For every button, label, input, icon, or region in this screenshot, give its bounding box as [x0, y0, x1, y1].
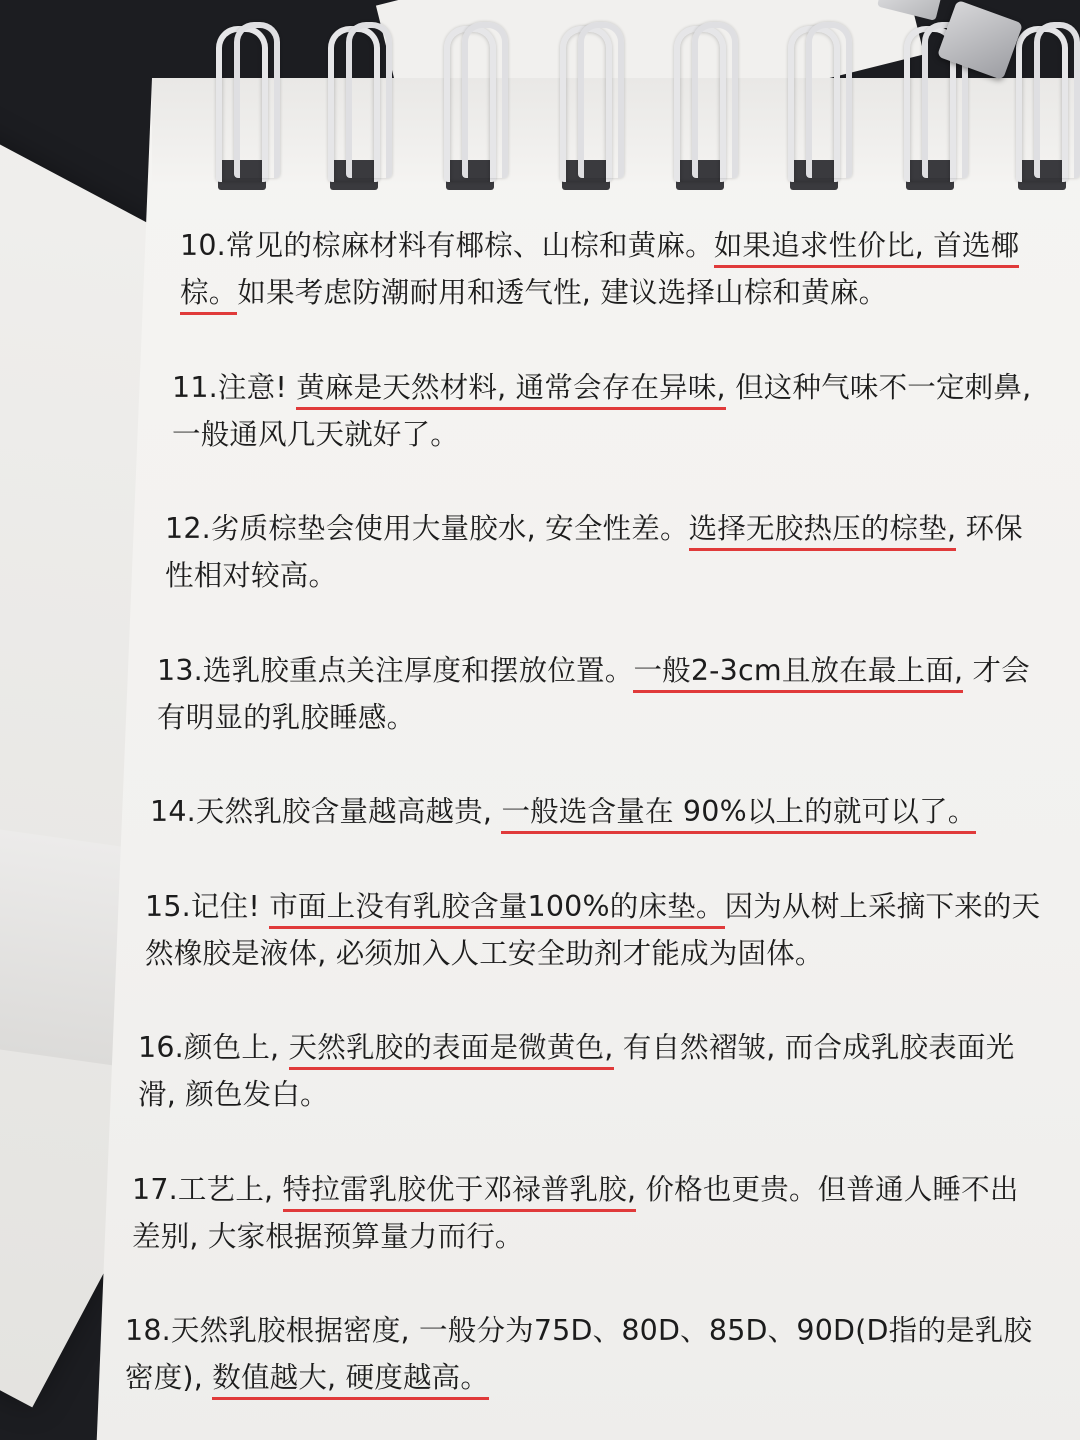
spiral-ring	[210, 20, 272, 190]
tip-paragraph	[150, 788, 1045, 835]
tip-text: 环保性相对较高。	[165, 512, 1023, 592]
underlined-highlight-text: 黄麻是天然材料, 通常会存在异味,	[296, 371, 726, 410]
tip-text: 14.天然乳胶含量越高越贵,	[150, 795, 502, 828]
spiral-ring	[1010, 20, 1072, 190]
tip-text: 才会有明显的乳胶睡感。	[157, 654, 1030, 734]
underlined-highlight-text: 一般选含量在 90%以上的就可以了。	[501, 795, 976, 834]
tip-paragraph	[145, 883, 1045, 977]
tip-text: 有自然褶皱, 而合成乳胶表面光滑, 颜色发白。	[138, 1031, 1015, 1111]
tip-paragraph	[125, 1307, 1055, 1401]
underlined-highlight-text: 天然乳胶的表面是微黄色,	[289, 1031, 614, 1070]
tip-paragraph	[157, 647, 1047, 741]
tip-text: 12.劣质棕垫会使用大量胶水, 安全性差。	[165, 512, 689, 545]
underlined-highlight-text: 特拉雷乳胶优于邓禄普乳胶,	[283, 1173, 637, 1212]
underlined-highlight-text: 数值越大, 硬度越高。	[212, 1361, 489, 1400]
spiral-ring	[668, 20, 730, 190]
tip-text: 13.选乳胶重点关注厚度和摆放位置。	[157, 654, 634, 687]
underlined-highlight-text: 选择无胶热压的棕垫,	[689, 512, 957, 551]
tip-text: 价格也更贵。但普通人睡不出差别, 大家根据预算量力而行。	[132, 1173, 1019, 1253]
tip-paragraph	[180, 222, 1040, 316]
spiral-ring	[438, 20, 500, 190]
tip-paragraph	[165, 505, 1045, 599]
tip-text: 18.天然乳胶根据密度, 一般分为75D、80D、85D、90D(D指的是乳胶密度),	[125, 1314, 1033, 1394]
spiral-ring	[782, 20, 844, 190]
tip-text: 11.注意!	[172, 371, 297, 404]
tip-text: 16.颜色上,	[138, 1031, 289, 1064]
tip-text: 15.记住!	[145, 890, 270, 923]
underlined-highlight-text: 如果追求性价比, 首选椰棕。	[180, 229, 1019, 315]
underlined-highlight-text: 一般2-3cm且放在最上面,	[633, 654, 963, 693]
tip-paragraph	[138, 1024, 1043, 1118]
tip-text: 17.工艺上,	[132, 1173, 283, 1206]
tip-text: 因为从树上采摘下来的天然橡胶是液体, 必须加入人工安全助剂才能成为固体。	[145, 890, 1041, 970]
tip-paragraph	[172, 364, 1042, 458]
tip-text: 如果考虑防潮耐用和透气性, 建议选择山棕和黄麻。	[237, 276, 888, 309]
tip-text: 但这种气味不一定刺鼻, 一般通风几天就好了。	[172, 371, 1032, 451]
tip-text: 10.常见的棕麻材料有椰棕、山棕和黄麻。	[180, 229, 714, 262]
spiral-ring	[322, 20, 384, 190]
tip-paragraph	[132, 1166, 1037, 1260]
underlined-highlight-text: 市面上没有乳胶含量100%的床垫。	[269, 890, 724, 929]
spiral-ring	[554, 20, 616, 190]
